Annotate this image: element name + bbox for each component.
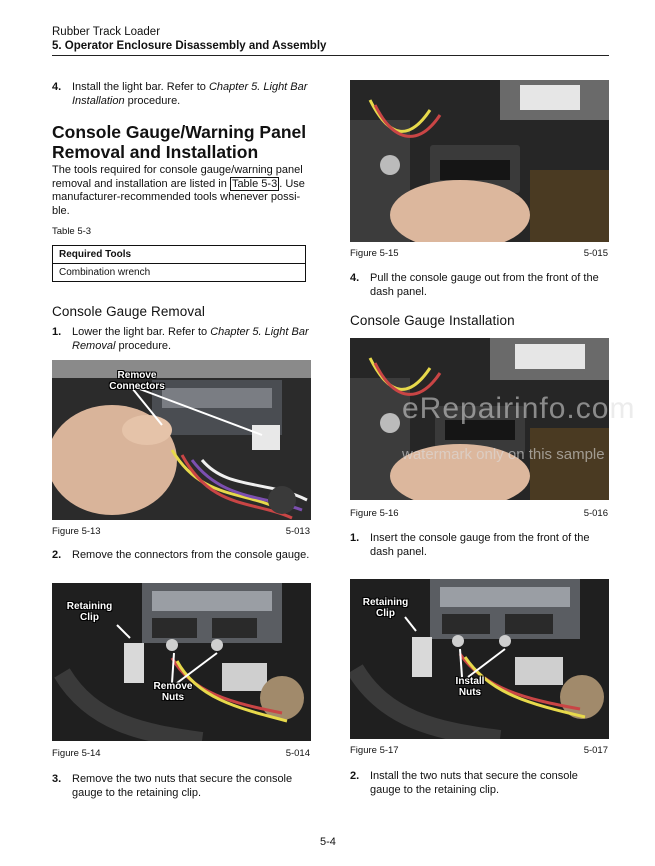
step-insert-gauge: 1. Insert the console gauge from the front of the dash panel. — [350, 532, 590, 558]
removal-heading: Console Gauge Removal — [52, 304, 205, 319]
table-cell: Combination wrench — [53, 264, 306, 282]
chapter-reference: Chapter 5. Light Bar Installation — [72, 81, 308, 107]
figure-caption: Figure 5-13 — [52, 526, 101, 537]
table-label: Table 5-3 — [52, 226, 92, 237]
figure-code: 5-014 — [285, 748, 310, 759]
figure-code: 5-016 — [583, 508, 608, 519]
step-remove-connectors: 2. Remove the connectors from the console gauge. — [52, 549, 310, 561]
figure-5-17-photo — [350, 579, 609, 739]
figure-code: 5-013 — [285, 526, 310, 537]
installation-heading: Console Gauge Installation — [350, 313, 515, 328]
table-header: Required Tools — [53, 246, 306, 264]
table-link[interactable]: Table 5-3 — [231, 177, 278, 190]
required-tools-table — [52, 245, 306, 282]
figure-5-15-photo — [350, 80, 609, 242]
section-heading: Console Gauge/Warning Panel Removal and Installation — [52, 122, 307, 162]
callout-install-nuts: Install Nuts — [455, 676, 485, 698]
step-lower-light-bar: 1. Lower the light bar. Refer to Chapter 5. Light Bar Removal procedure. — [52, 326, 309, 352]
step-install-nuts: 2. Install the two nuts that secure the console gauge to the retaining clip. — [350, 770, 578, 796]
header-rule — [52, 55, 609, 56]
page-number: 5-4 — [320, 836, 336, 848]
figure-caption: Figure 5-14 — [52, 748, 101, 759]
watermark-subtext: watermark only on this sample — [402, 446, 605, 463]
callout-retaining-clip: Retaining Clip — [362, 597, 409, 619]
document-title: Rubber Track Loader — [52, 26, 161, 38]
watermark-text: eRepairinfo.com — [402, 392, 636, 425]
figure-5-13-photo — [52, 360, 311, 520]
section-title: 5. Operator Enclosure Disassembly and Assembly — [52, 40, 327, 52]
figure-caption: Figure 5-16 — [350, 508, 399, 519]
figure-caption: Figure 5-17 — [350, 745, 399, 756]
callout-retaining-clip: Retaining Clip — [66, 601, 113, 623]
callout-remove-connectors: Remove Connectors — [109, 370, 165, 392]
step-install-light-bar: 4. Install the light bar. Refer to Chapter 5. Light Bar Installation procedure. — [52, 81, 308, 107]
pull-gauge-photo-illustration — [350, 80, 609, 242]
figure-5-14-photo — [52, 583, 311, 741]
step-remove-nuts: 3. Remove the two nuts that secure the console gauge to the retaining clip. — [52, 773, 293, 799]
intro-paragraph: The tools required for console gauge/warning panel removal and installation are listed in Table 5-3 . Use manufacturer-recommended tools whenever possi- ble. — [52, 164, 305, 217]
callout-remove-nuts: Remove Nuts — [153, 681, 193, 703]
figure-code: 5-015 — [583, 248, 608, 259]
step-pull-gauge: 4. Pull the console gauge out from the front of the dash panel. — [350, 272, 599, 298]
connector-photo-illustration — [52, 360, 311, 520]
figure-code: 5-017 — [583, 745, 608, 756]
figure-caption: Figure 5-15 — [350, 248, 399, 259]
chapter-reference: Chapter 5. Light Bar Removal — [72, 326, 309, 352]
